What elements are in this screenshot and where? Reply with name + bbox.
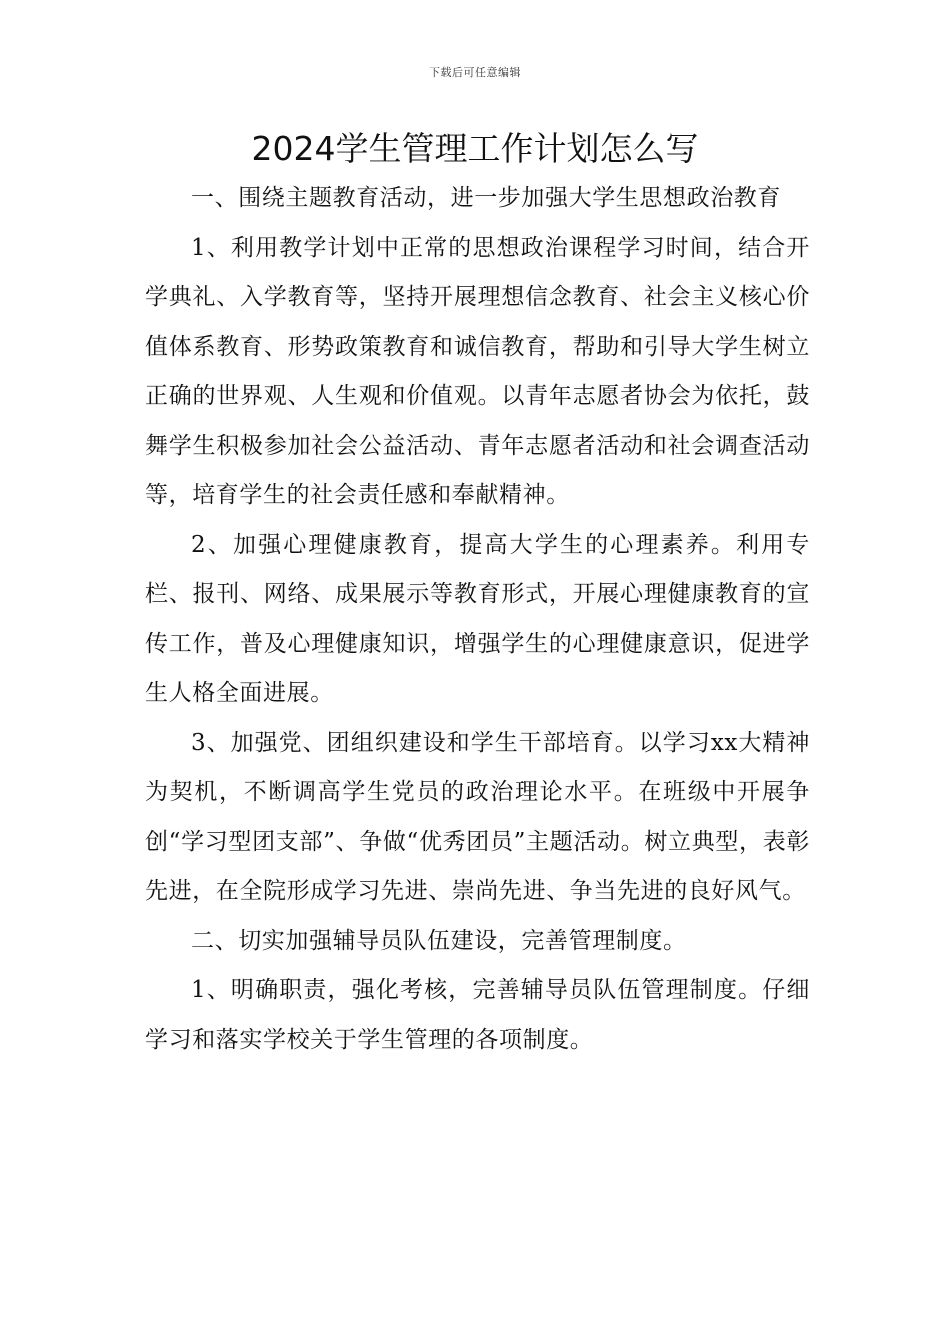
- paragraph-3: 3、加强党、团组织建设和学生干部培育。以学习xx大精神为契机，不断调高学生党员的政治理论水平。在班级中开展争创“学习型团支部”、争做“优秀团员”主题活动。树立典型，表彰先进，在全院形成学习先进、崇尚先进、争当先进的良好风气。: [145, 729, 810, 904]
- paragraph-2: 2、加强心理健康教育，提高大学生的心理素养。利用专栏、报刊、网络、成果展示等教育形式，开展心理健康教育的宣传工作，普及心理健康知识，增强学生的心理健康意识，促进学生人格全面进展。: [145, 531, 810, 706]
- header-note: 下载后可任意编辑: [429, 66, 521, 79]
- paragraph-4: 1、明确职责，强化考核，完善辅导员队伍管理制度。仔细学习和落实学校关于学生管理的各项制度。: [145, 977, 810, 1053]
- paragraph-1: 1、利用教学计划中正常的思想政治课程学习时间，结合开学典礼、入学教育等，坚持开展理想信念教育、社会主义核心价值体系教育、形势政策教育和诚信教育，帮助和引导大学生树立正确的世界观、人生观和价值观。以青年志愿者协会为依托，鼓舞学生积极参加社会公益活动、青年志愿者活动和社会调查活动等，培育学生的社会责任感和奉献精神。: [145, 234, 810, 508]
- section-heading-2: 二、切实加强辅导员队伍建设，完善管理制度。: [191, 927, 687, 954]
- document-body: [145, 174, 810, 1065]
- document-title: 2024学生管理工作计划怎么写: [251, 129, 699, 168]
- section-heading-1: 一、围绕主题教育活动，进一步加强大学生思想政治教育: [191, 185, 781, 211]
